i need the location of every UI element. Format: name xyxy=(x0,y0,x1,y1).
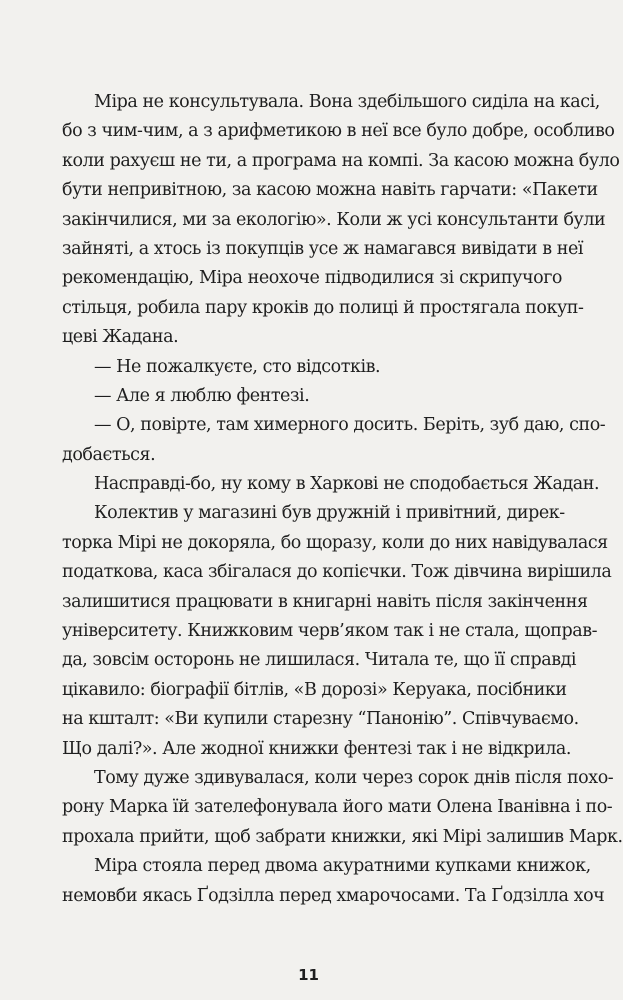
text-line: Міра стояла перед двома акуратними купками книжок, xyxy=(94,856,591,877)
text-line: податкова, каса збігалася до копієчки. Тож дівчина вирішила xyxy=(62,562,612,583)
text-line: — Не пожалкуєте, сто відсотків. xyxy=(94,356,381,377)
body-text xyxy=(62,88,623,911)
text-line: цікавило: біографії бітлів, «В дорозі» Керуака, посібники xyxy=(62,679,567,700)
text-line: Що далі?». Але жодної книжки фентезі так і не відкрила. xyxy=(62,738,572,759)
text-line: залишитися працювати в книгарні навіть після закінчення xyxy=(62,591,588,612)
text-line: бо з чим-чим, а з арифметикою в неї все було добре, особливо xyxy=(62,121,615,142)
text-line: Тому дуже здивувалася, коли через сорок днів після похо- xyxy=(94,767,614,788)
text-line: рекомендацію, Міра неохоче підводилися зі скрипучого xyxy=(62,268,562,289)
text-line: стільця, робила пару кроків до полиці й простягала покуп- xyxy=(62,297,584,318)
text-line: зайняті, а хтось із покупців усе ж намагався вивідати в неї xyxy=(62,238,584,259)
text-line: — О, повірте, там химерного досить. Беріть, зуб даю, спо- xyxy=(94,415,606,436)
text-line: рону Марка їй зателефонувала його мати Олена Іванівна і по- xyxy=(62,797,613,818)
text-line: торка Мірі не докоряла, бо щоразу, коли до них навідувалася xyxy=(62,532,608,553)
text-line: добається. xyxy=(62,444,156,465)
text-line: на кшталт: «Ви купили старезну “Панонію”. Співчуваємо. xyxy=(62,709,579,730)
text-line: університету. Книжковим черв’яком так і не стала, щоправ- xyxy=(62,621,598,642)
text-line: — Але я люблю фентезі. xyxy=(94,385,310,406)
text-line: бути непривітною, за касою можна навіть гарчати: «Пакети xyxy=(62,180,598,201)
text-line: коли рахуєш не ти, а програма на компі. За касою можна було xyxy=(62,150,620,171)
text-line: Колектив у магазині був дружній і привітний, дирек- xyxy=(94,503,565,524)
text-line: прохала прийти, щоб забрати книжки, які Мірі залишив Марк. xyxy=(62,826,623,847)
text-line: цеві Жадана. xyxy=(62,327,179,348)
text-line: Міра не консультувала. Вона здебільшого сиділа на касі, xyxy=(94,92,600,112)
page-number: 11 xyxy=(298,966,319,984)
text-line: закінчилися, ми за екологію». Коли ж усі консультанти були xyxy=(62,209,606,230)
text-line: Насправді-бо, ну кому в Харкові не сподобається Жадан. xyxy=(94,474,600,495)
text-line: немовби якась Ґодзілла перед хмарочосами. Та Ґодзілла хоч xyxy=(62,885,605,906)
text-line: да, зовсім осторонь не лишилася. Читала те, що її справді xyxy=(62,650,577,671)
